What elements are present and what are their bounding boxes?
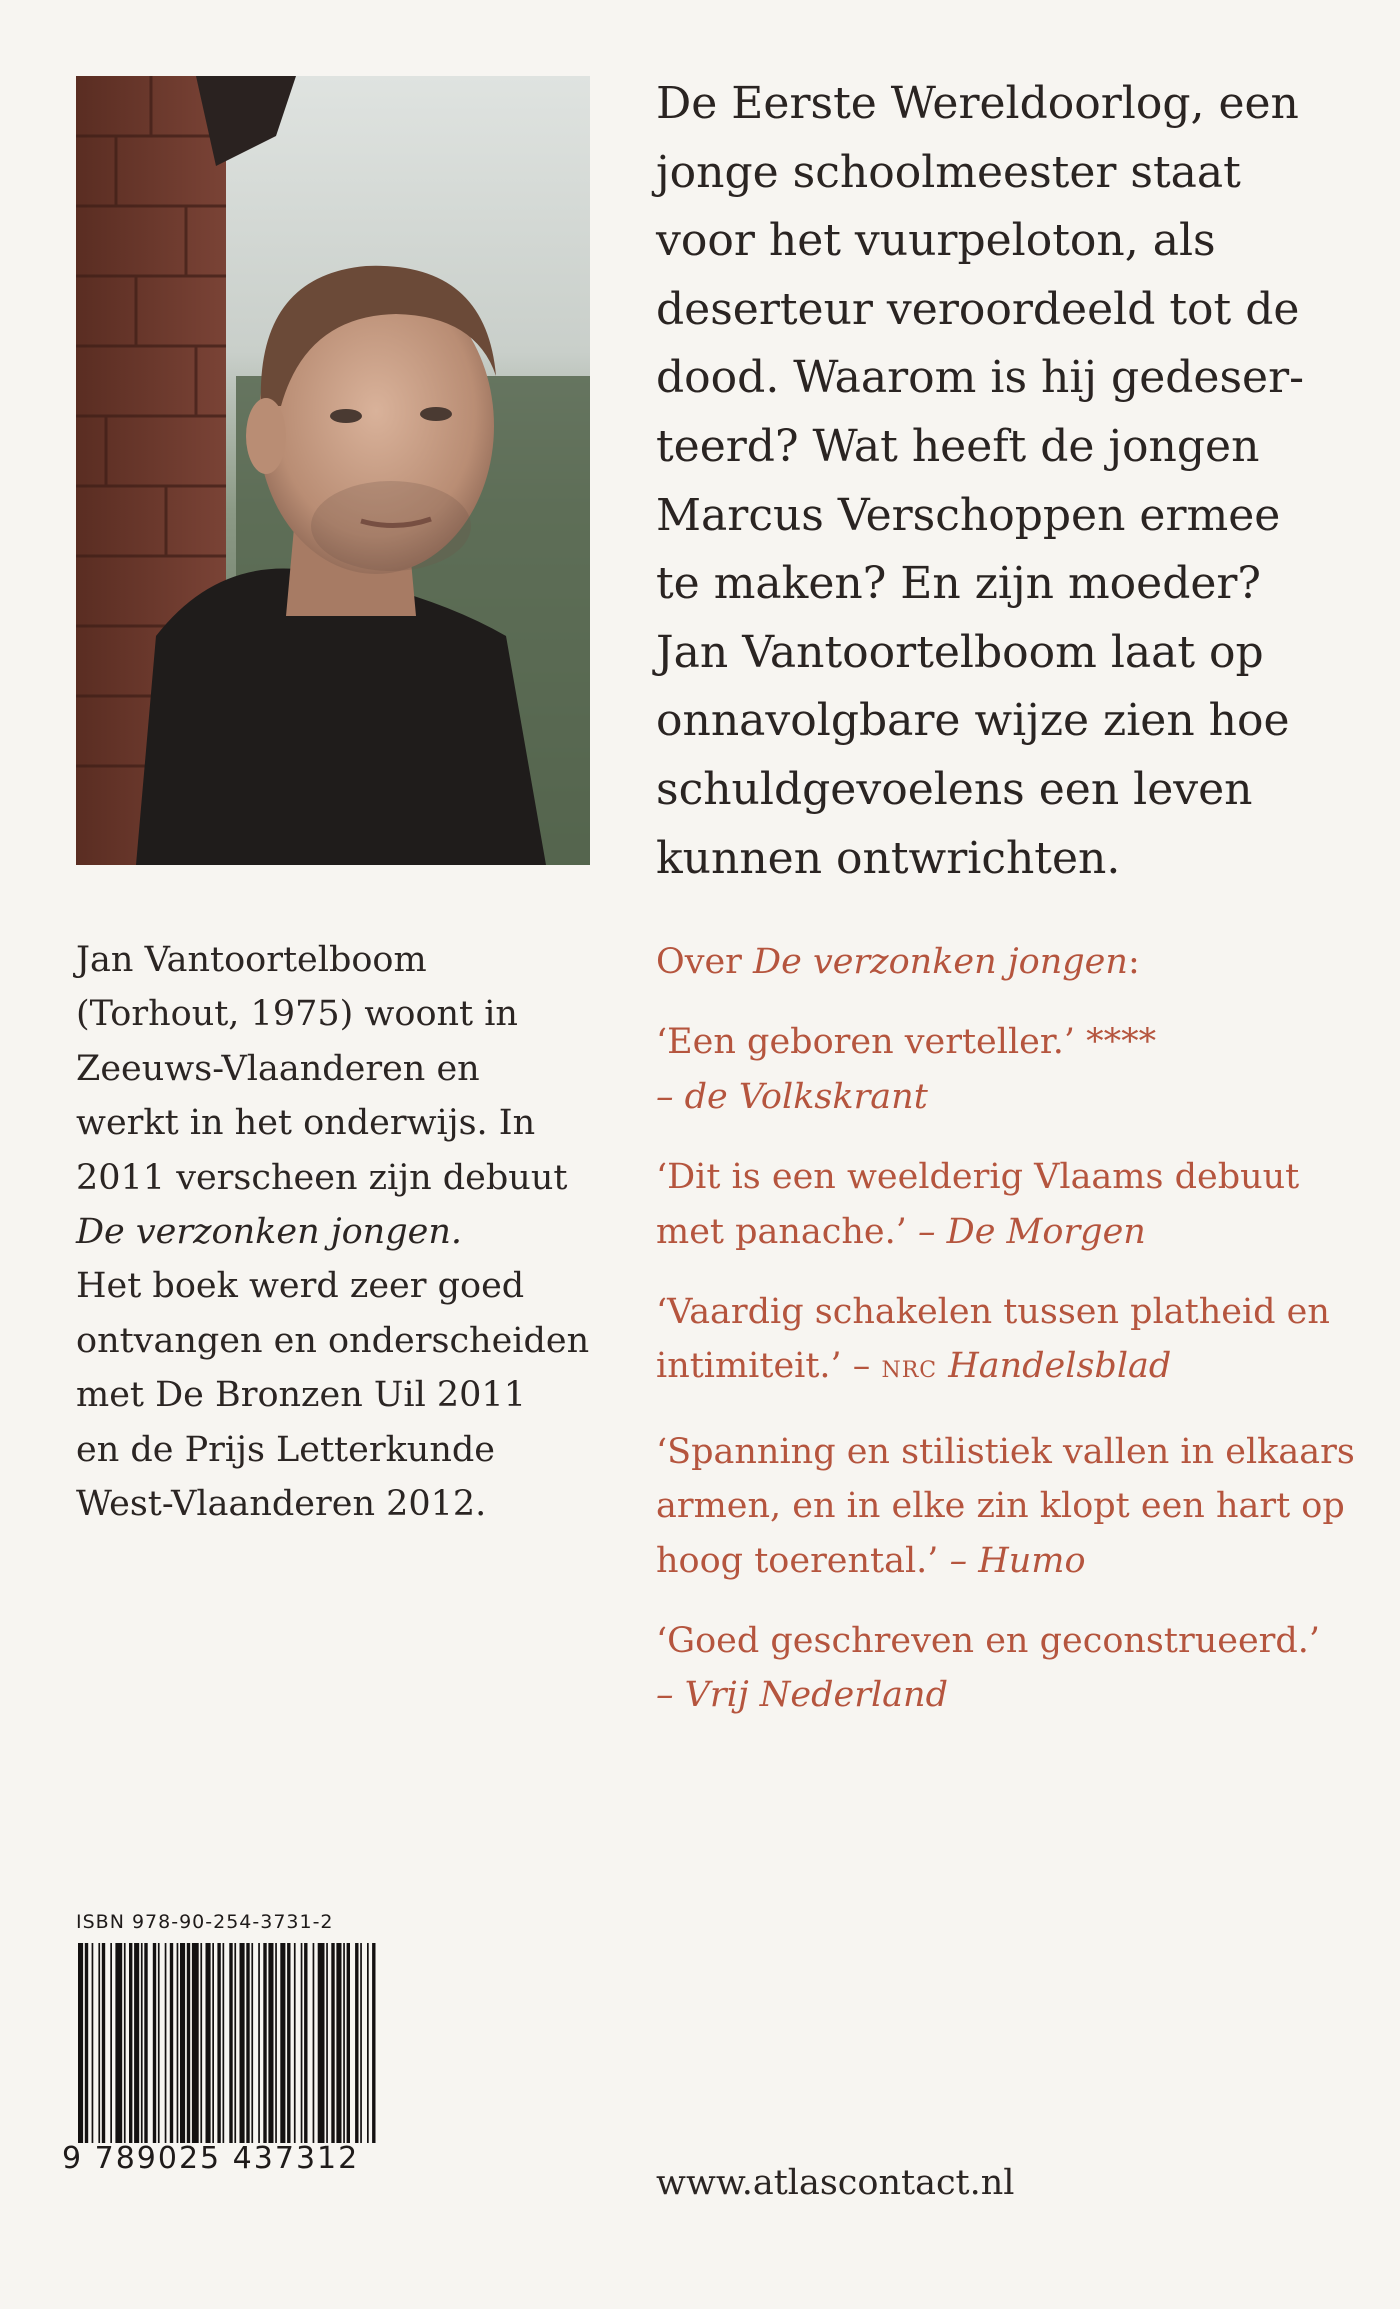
barcode-bar	[258, 1943, 260, 2143]
bio-line: ontvangen en onderscheiden	[76, 1320, 590, 1361]
review-source: – de Volkskrant	[656, 1076, 928, 1117]
barcode-bar	[158, 1943, 160, 2143]
barcode-bar	[200, 1943, 202, 2143]
barcode-bar	[212, 1943, 214, 2143]
bio-line: werkt in het onderwijs. In	[76, 1103, 536, 1144]
barcode	[76, 1943, 380, 2143]
bio-line: Het boek werd zeer goed	[76, 1266, 525, 1307]
barcode-bar	[124, 1943, 126, 2143]
barcode-bar	[92, 1943, 94, 2143]
barcode-bar	[134, 1943, 139, 2143]
barcode-bar	[360, 1943, 362, 2143]
review-dash: –	[841, 1346, 882, 1387]
review-quote-end	[656, 1534, 1336, 1588]
description-line: Marcus Verschoppen ermee	[656, 489, 1281, 541]
review-quote-end	[656, 1205, 1336, 1259]
barcode-bar	[110, 1943, 112, 2143]
barcode-bar	[326, 1943, 328, 2143]
barcode-bar	[318, 1943, 325, 2143]
review-source: – De Morgen	[906, 1211, 1146, 1252]
barcode-bar	[336, 1943, 341, 2143]
barcode-bar	[153, 1943, 156, 2143]
bio-line: met De Bronzen Uil 2011	[76, 1375, 526, 1416]
barcode-bar	[347, 1943, 350, 2143]
barcode-bar	[304, 1943, 307, 2143]
review-nrc	[656, 1285, 1336, 1399]
barcode-bar	[206, 1943, 211, 2143]
review-quote: armen, en in elke zin klopt een hart op	[656, 1486, 1345, 1527]
barcode-bar	[313, 1943, 315, 2143]
barcode-bar	[170, 1943, 173, 2143]
barcode-bar	[275, 1943, 277, 2143]
bio-line: Jan Vantoortelboom	[76, 940, 427, 980]
barcode-bar	[251, 1943, 253, 2143]
description-line: voor het vuurpeloton, als	[656, 215, 1216, 267]
description-line: kunnen ontwrichten.	[656, 832, 1121, 884]
description-line: te maken? En zijn moeder?	[656, 558, 1262, 610]
barcode-bar	[115, 1943, 122, 2143]
barcode-digits: 9 789025 437312	[62, 2141, 360, 2176]
author-portrait-image	[76, 76, 590, 865]
barcode-bar	[102, 1943, 105, 2143]
bio-line: Zeeuws-Vlaanderen en	[76, 1048, 480, 1089]
barcode-bar	[144, 1943, 147, 2143]
barcode-bar	[78, 1943, 83, 2143]
reviews-heading-title: De verzonken jongen	[753, 942, 1128, 982]
barcode-bar	[98, 1943, 100, 2143]
review-vrij-nederland	[656, 1614, 1336, 1723]
description-line: deserteur veroordeeld tot de	[656, 283, 1300, 335]
author-bio	[76, 933, 616, 1531]
review-source-smallcaps: NRC	[881, 1358, 938, 1384]
barcode-bar	[223, 1943, 225, 2143]
review-quote: intimiteit.’	[656, 1346, 842, 1387]
barcode-bar	[234, 1943, 236, 2143]
barcode-bar	[129, 1943, 132, 2143]
review-quote: met panache.’	[656, 1211, 907, 1252]
author-photo	[76, 76, 590, 865]
description-line: schuldgevoelens een leven	[656, 763, 1253, 815]
description-line: jonge schoolmeester staat	[656, 146, 1241, 198]
barcode-bar	[263, 1943, 266, 2143]
barcode-bar	[165, 1943, 167, 2143]
barcode-bar	[268, 1943, 273, 2143]
bio-line: (Torhout, 1975) woont in	[76, 994, 518, 1035]
barcode-bar	[177, 1943, 179, 2143]
barcode-bar	[294, 1943, 296, 2143]
barcode-bar	[187, 1943, 190, 2143]
barcode-bar	[367, 1943, 369, 2143]
barcode-bars	[76, 1943, 380, 2143]
review-source: Handelsblad	[937, 1346, 1172, 1387]
description-line: teerd? Wat heeft de jongen	[656, 420, 1260, 472]
barcode-bar	[287, 1943, 290, 2143]
reviews-heading-suffix: :	[1127, 942, 1140, 982]
barcode-bar	[192, 1943, 199, 2143]
review-quote: ‘Een geboren verteller.’ ****	[656, 1022, 1157, 1063]
description-line: dood. Waarom is hij gedeser-	[656, 352, 1304, 404]
review-quote-end	[656, 1339, 1336, 1398]
barcode-bar	[343, 1943, 345, 2143]
barcode-bar	[355, 1943, 358, 2143]
barcode-bar	[331, 1943, 334, 2143]
review-source: – Humo	[938, 1540, 1086, 1581]
review-quote: ‘Dit is een weelderig Vlaams debuut	[656, 1157, 1300, 1198]
review-quote: ‘Spanning en stilistiek vallen in elkaars	[656, 1431, 1355, 1472]
press-reviews	[656, 935, 1355, 1749]
book-description	[656, 70, 1316, 893]
reviews-heading-prefix: Over	[656, 942, 754, 982]
barcode-bar	[85, 1943, 88, 2143]
review-volkskrant	[656, 1015, 1336, 1124]
barcode-bar	[180, 1943, 185, 2143]
barcode-bar	[141, 1943, 143, 2143]
bio-line-book-title: De verzonken jongen.	[76, 1212, 463, 1253]
review-source: – Vrij Nederland	[656, 1675, 948, 1716]
barcode-bar	[246, 1943, 249, 2143]
barcode-bar	[301, 1943, 303, 2143]
isbn-label: ISBN 978-90-254-3731-2	[76, 1911, 334, 1933]
review-quote: hoog toerental.’	[656, 1540, 939, 1581]
review-quote: ‘Goed geschreven en geconstrueerd.’	[656, 1621, 1321, 1662]
bio-line: West-Vlaanderen 2012.	[76, 1484, 487, 1525]
review-quote: ‘Vaardig schakelen tussen platheid en	[656, 1292, 1330, 1333]
review-de-morgen	[656, 1150, 1336, 1259]
barcode-bar	[280, 1943, 285, 2143]
description-line: Jan Vantoortelboom laat op	[656, 626, 1264, 678]
review-humo	[656, 1425, 1355, 1588]
publisher-website[interactable]: www.atlascontact.nl	[656, 2163, 1015, 2203]
reviews-heading	[656, 935, 1336, 989]
bio-line: 2011 verscheen zijn debuut	[76, 1157, 568, 1198]
description-line: De Eerste Wereldoorlog, een	[656, 78, 1299, 129]
barcode-bar	[217, 1943, 220, 2143]
barcode-bar	[240, 1943, 245, 2143]
description-line: onnavolgbare wijze zien hoe	[656, 695, 1290, 747]
bio-line: en de Prijs Letterkunde	[76, 1429, 495, 1470]
barcode-bar	[372, 1943, 375, 2143]
barcode-bar	[229, 1943, 232, 2143]
